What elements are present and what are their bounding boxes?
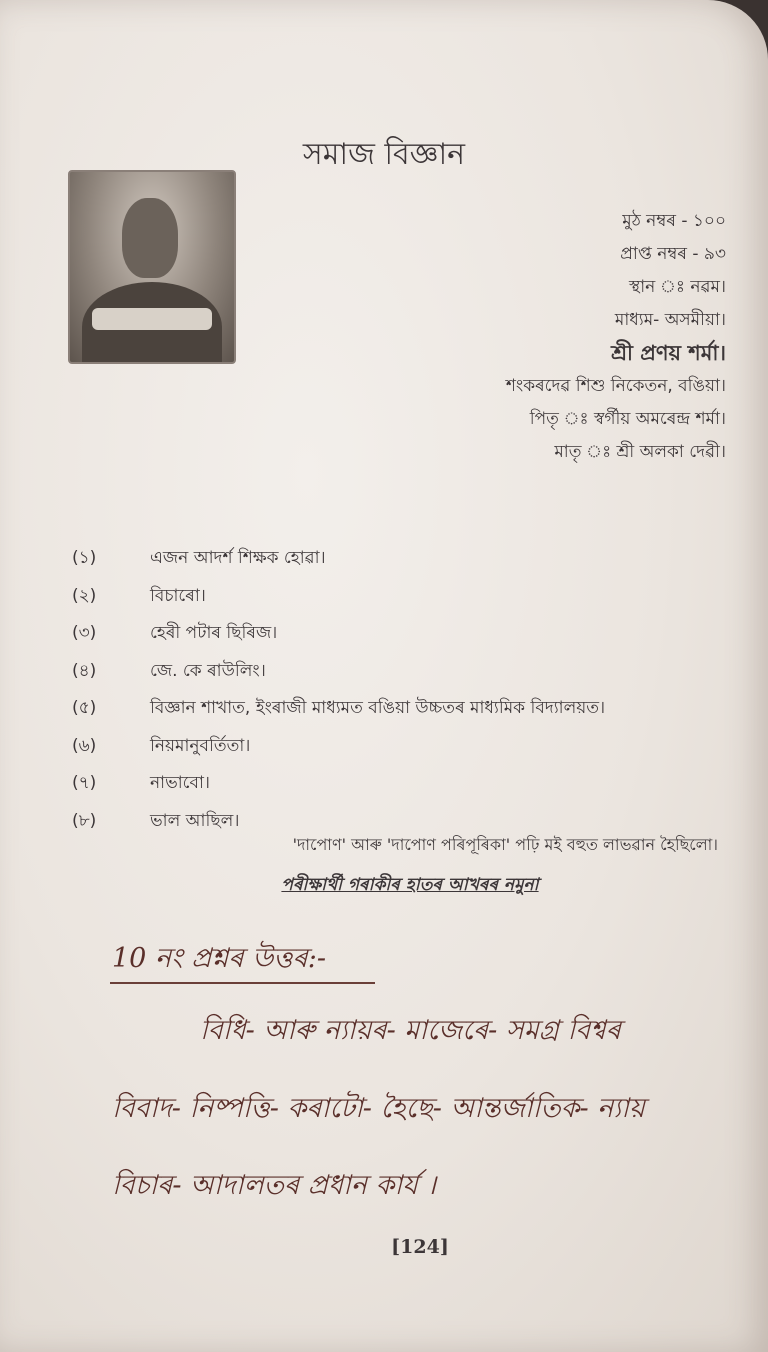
answer-number: (১) — [72, 548, 97, 568]
student-name: শ্ৰী প্ৰণয় শৰ্মা। — [611, 341, 726, 365]
answer-list — [72, 540, 605, 840]
medium: মাধ্যম- অসমীয়া। — [614, 310, 726, 330]
answer-text: জে. কে ৰাউলিং। — [150, 660, 266, 681]
list-item — [72, 728, 605, 766]
list-item — [72, 578, 605, 616]
answer-text: বিচাৰো। — [150, 585, 206, 606]
list-item — [72, 765, 605, 803]
answer-number: (৬) — [72, 735, 97, 756]
page-title: সমাজ বিজ্ঞান — [302, 137, 466, 172]
photo-head — [122, 198, 178, 278]
answer-number: (৪) — [72, 660, 97, 681]
answer-text: বিজ্ঞান শাখাত, ইংৰাজী মাধ্যমত বঙিয়া উচ্চতৰ মাধ্যমিক বিদ্যালয়ত। — [150, 698, 606, 718]
list-item — [72, 653, 605, 691]
answer-number: (৩) — [72, 623, 97, 643]
mother-name: মাতৃ ঃ শ্ৰী অলকা দেৱী। — [554, 442, 726, 462]
answer-number: (২) — [72, 585, 97, 606]
answer-number: (৮) — [72, 810, 97, 831]
obtained-marks: প্ৰাপ্ত নম্বৰ - ৯৩ — [620, 244, 726, 264]
list-item — [72, 690, 605, 728]
answer-number: (৫) — [72, 698, 97, 718]
full-marks: মুঠ নম্বৰ - ১০০ — [622, 211, 726, 231]
answer-text: হেৰী পটাৰ ছিৰিজ। — [150, 623, 278, 643]
note-text: 'দাপোণ' আৰু 'দাপোণ পৰিপূৰিকা' পঢ়ি মই বহুত লাভৱান হৈছিলো। — [292, 835, 718, 854]
answer-number: (৭) — [72, 773, 97, 793]
handwritten-line-1: বিধি- আৰু ন্যায়ৰ- মাজেৰে- সমগ্ৰ বিশ্বৰ — [200, 1015, 621, 1046]
answer-text: ভাল আছিল। — [150, 810, 240, 831]
answer-text: নাভাবো। — [150, 773, 210, 793]
list-item — [72, 540, 605, 578]
handwritten-line-2: বিবাদ- নিষ্পত্তি- কৰাটো- হৈছে- আন্তৰ্জাতিক- ন্যায় — [112, 1093, 645, 1124]
photo-shirt-stripe — [92, 308, 212, 330]
page-number: [124] — [391, 1236, 449, 1258]
handwritten-line-3: বিচাৰ- আদালতৰ প্ৰধান কাৰ্য । — [112, 1170, 437, 1201]
list-item — [72, 615, 605, 653]
answer-text: এজন আদৰ্শ শিক্ষক হোৱা। — [150, 548, 326, 568]
school-name: শংকৰদেৱ শিশু নিকেতন, বঙিয়া। — [505, 376, 726, 396]
position: স্থান ঃ নৱম। — [628, 277, 726, 297]
handwritten-question-heading: 10 নং প্ৰশ্নৰ উত্তৰ:- — [112, 943, 326, 974]
student-photo — [68, 170, 236, 364]
father-name: পিতৃ ঃ স্বৰ্গীয় অমৰেন্দ্ৰ শৰ্মা। — [529, 409, 726, 429]
handwriting-sample-heading: পৰীক্ষাৰ্থী গৰাকীৰ হাতৰ আখৰৰ নমুনা — [281, 875, 539, 895]
student-details — [506, 205, 726, 469]
handwritten-underline — [110, 982, 375, 984]
answer-text: নিয়মানুবৰ্তিতা। — [150, 735, 251, 756]
